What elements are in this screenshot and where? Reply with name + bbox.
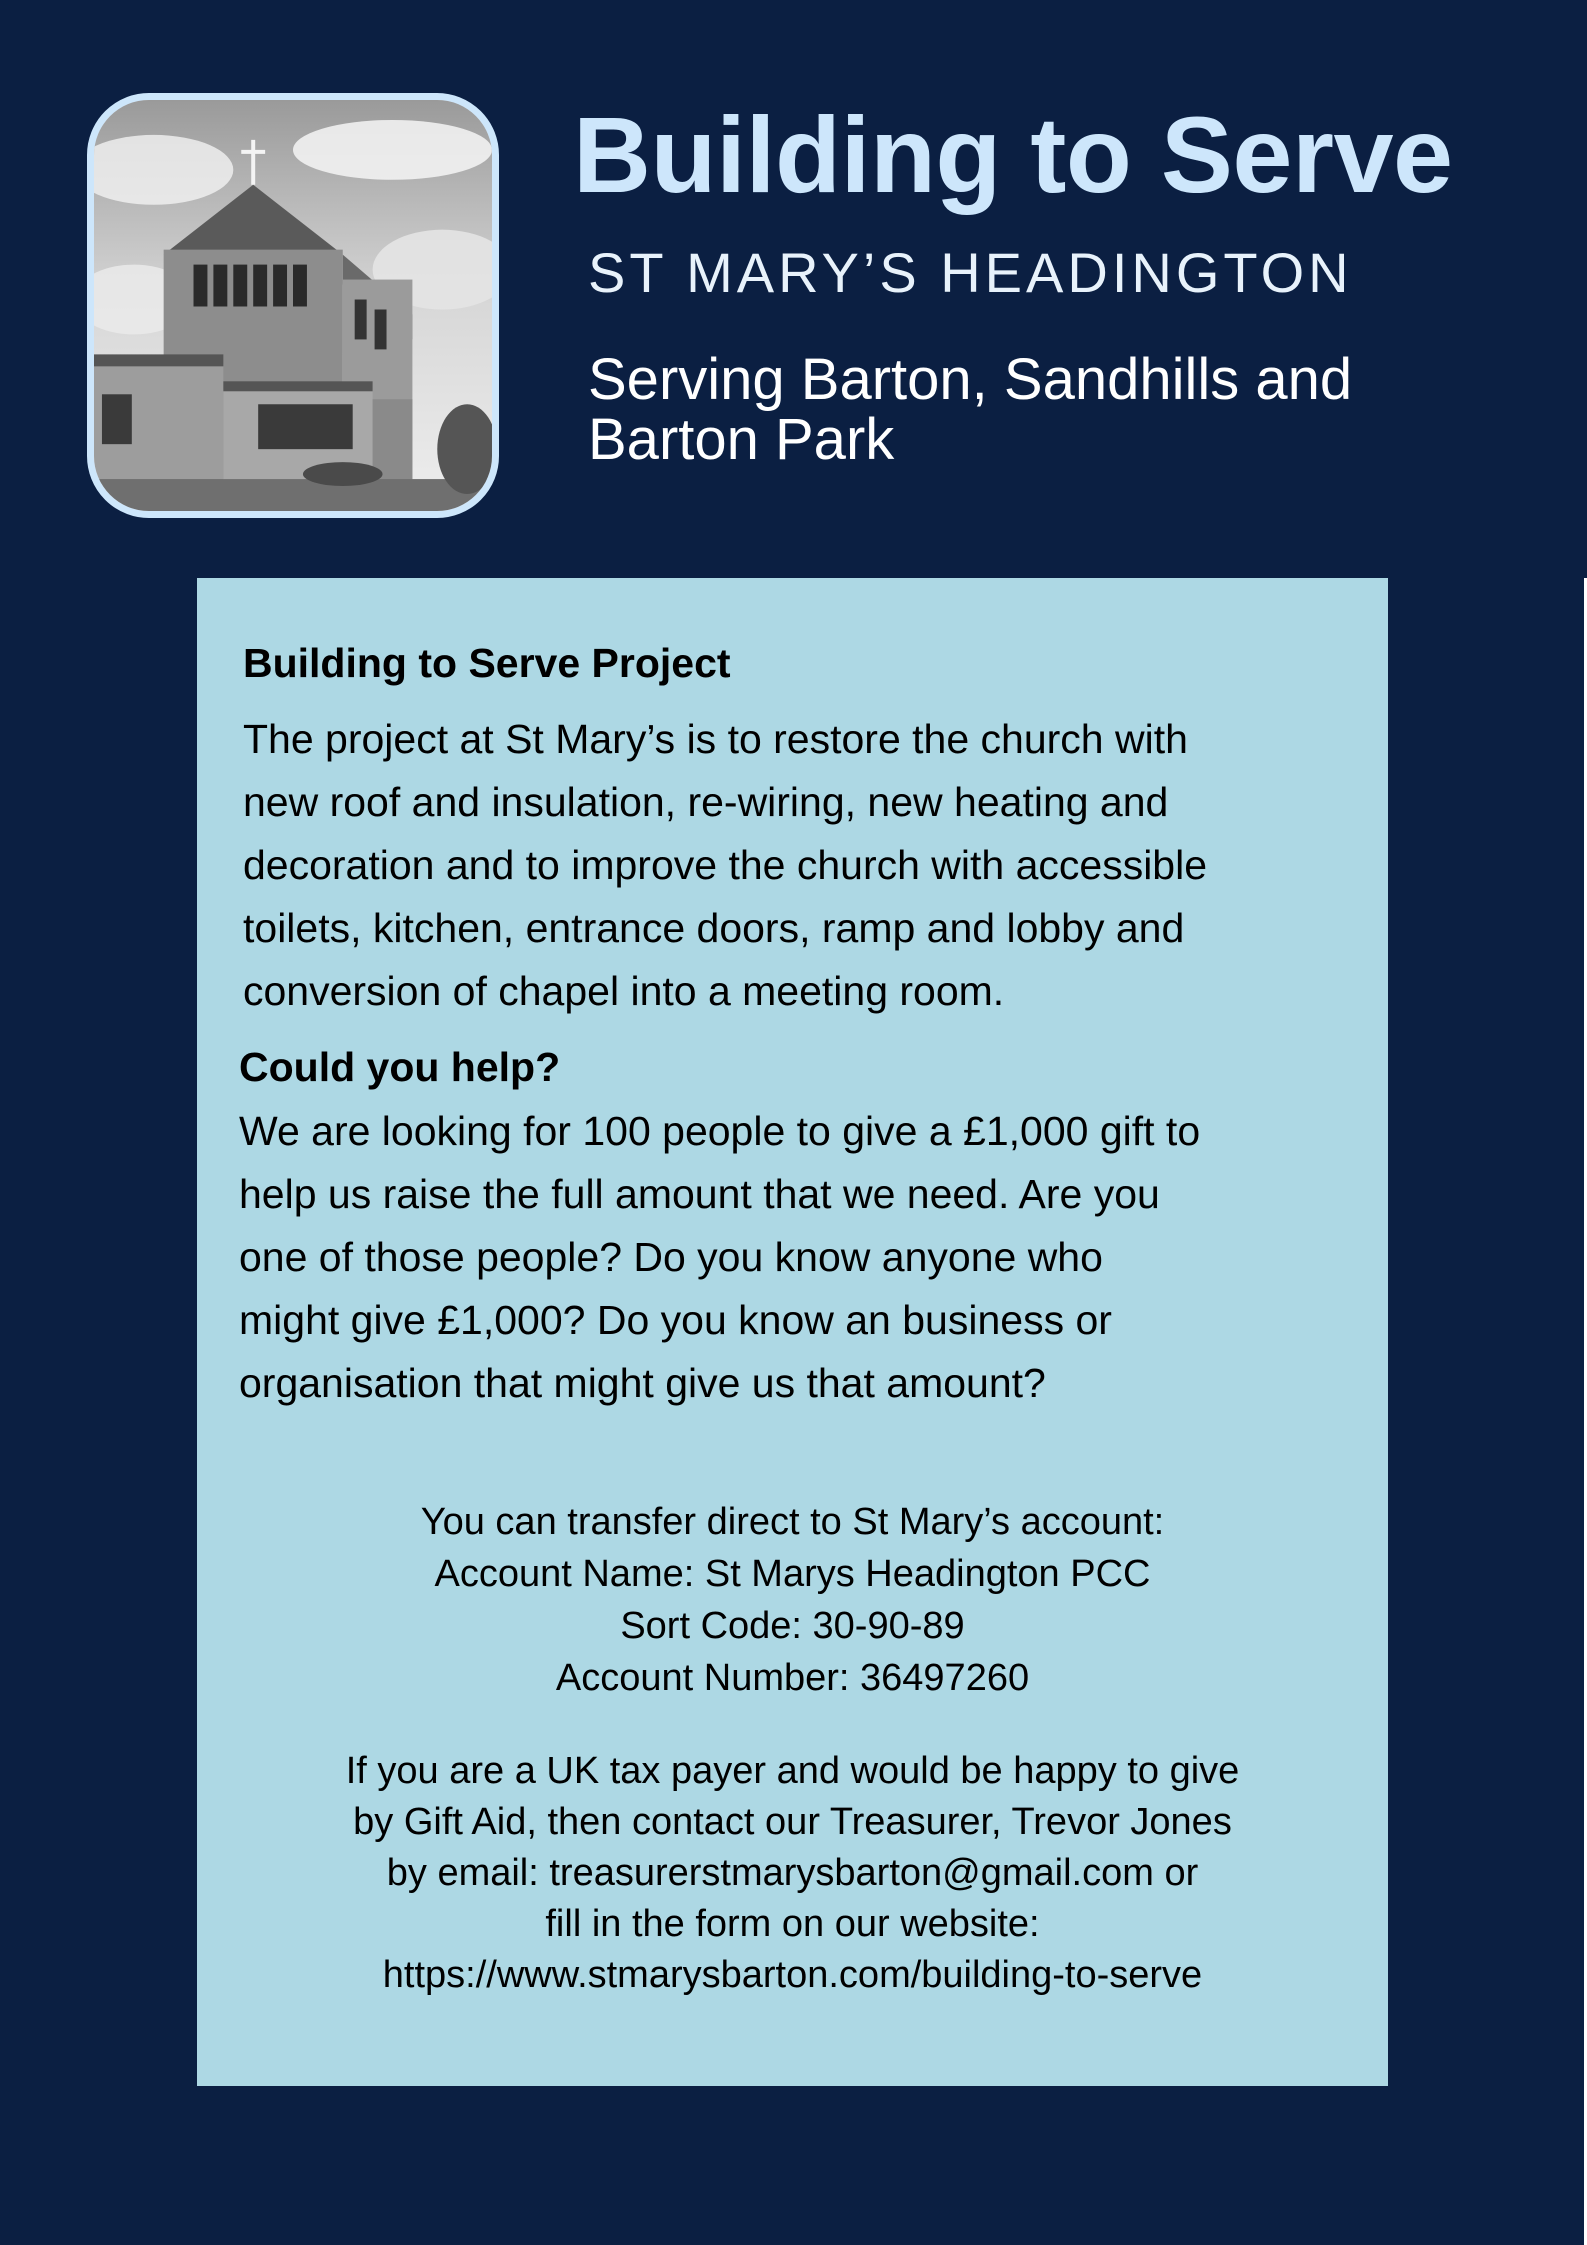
info-panel xyxy=(197,578,1388,2086)
page-title: Building to Serve xyxy=(573,94,1453,215)
sort-code: Sort Code: 30-90-89 xyxy=(620,1605,965,1647)
body-line: decoration and to improve the church with accessible xyxy=(243,842,1208,888)
body-line: might give £1,000? Do you know an business or xyxy=(239,1297,1112,1343)
project-heading: Building to Serve Project xyxy=(243,640,731,686)
help-heading: Could you help? xyxy=(239,1044,561,1090)
website-url: https://www.stmarysbarton.com/building-to-serve xyxy=(382,1954,1203,1996)
project-description xyxy=(243,708,1373,1023)
church-photo xyxy=(87,93,499,518)
bank-details xyxy=(197,1496,1388,1704)
gift-aid-line: If you are a UK tax payer and would be happy to give xyxy=(345,1750,1240,1792)
gift-aid-line: fill in the form on our website: xyxy=(545,1903,1040,1945)
bank-intro: You can transfer direct to St Mary’s account: xyxy=(420,1501,1165,1543)
body-line: We are looking for 100 people to give a £1,000 gift to xyxy=(239,1108,1201,1154)
church-name: ST MARY’S HEADINGTON xyxy=(588,241,1353,304)
body-line: conversion of chapel into a meeting room. xyxy=(243,968,1005,1014)
treasurer-email: by email: treasurerstmarysbarton@gmail.com or xyxy=(386,1852,1199,1894)
gift-aid-info xyxy=(197,1746,1388,2001)
body-line: The project at St Mary’s is to restore the church with xyxy=(243,716,1188,762)
tagline xyxy=(588,347,1488,472)
body-line: help us raise the full amount that we need. Are you xyxy=(239,1171,1160,1217)
gift-aid-line: by Gift Aid, then contact our Treasurer, Trevor Jones xyxy=(353,1801,1232,1843)
body-line: organisation that might give us that amount? xyxy=(239,1360,1046,1406)
tagline-line: Barton Park xyxy=(588,407,895,472)
account-name: Account Name: St Marys Headington PCC xyxy=(434,1553,1151,1595)
help-description xyxy=(239,1100,1369,1415)
tagline-line: Serving Barton, Sandhills and xyxy=(588,347,1353,412)
body-line: one of those people? Do you know anyone who xyxy=(239,1234,1103,1280)
body-line: new roof and insulation, re-wiring, new heating and xyxy=(243,779,1169,825)
account-number: Account Number: 36497260 xyxy=(555,1657,1030,1699)
body-line: toilets, kitchen, entrance doors, ramp and lobby and xyxy=(243,905,1185,951)
